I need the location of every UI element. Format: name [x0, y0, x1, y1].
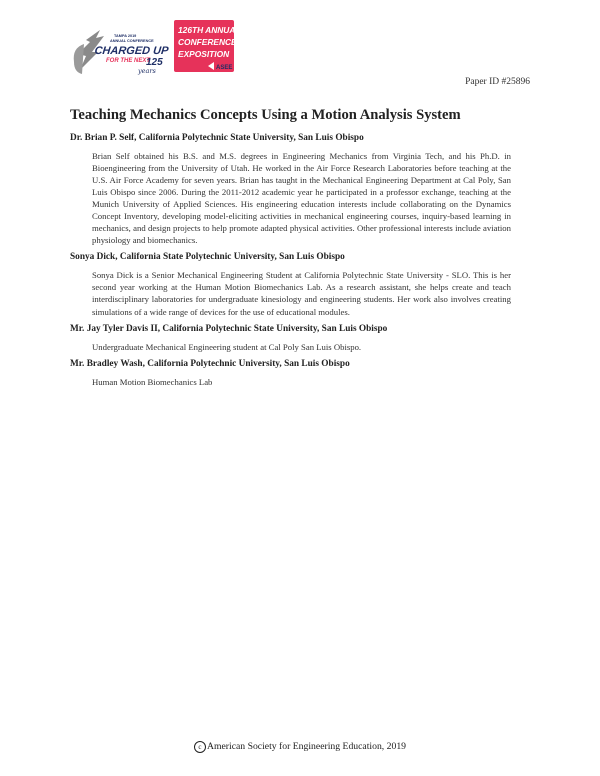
author-bio: Human Motion Biomechanics Lab — [92, 376, 213, 387]
author-bio: Brian Self obtained his B.S. and M.S. degrees in Engineering Mechanics from Virginia Tech, and his Ph.D. in Bioengineering from the University of Utah. He worked in the Air Force Research Laboratories before teaching at the U.S. Air Force Academy for seven years. Brian has taught in the Mechanical Engineering Department at Cal Poly, San Luis Obispo since 2006. During the 2011-2012 academic year he participated in a professor exchange, teaching at the Munich University of Applied Sciences. His engineering education interests include collaborating on the Dynamics Concept Inventory, developing model-eliciting activities in mechanical engineering courses, inquiry-based learning in mechanics, and design projects to help promote adapted physical activities. Other professional interests include aviation physiology and biomechanics. — [92, 151, 511, 246]
author-name: Mr. Bradley Wash, California Polytechnic University, San Luis Obispo — [70, 358, 350, 369]
logo-box-line1: 126TH ANNUAL — [178, 25, 241, 35]
author-name: Sonya Dick, California State Polytechnic University, San Luis Obispo — [70, 252, 345, 263]
author-name: Dr. Brian P. Self, California Polytechnic State University, San Luis Obispo — [70, 133, 364, 143]
author-name: Mr. Jay Tyler Davis II, California Polytechnic State University, San Luis Obispo — [70, 323, 388, 334]
logo-small-line1: TAMPA 2019 — [114, 34, 137, 38]
copyright-footer — [0, 741, 600, 753]
copyright-text: American Society for Engineering Education, 2019 — [206, 741, 407, 752]
authors-section — [70, 133, 530, 394]
author-block — [70, 324, 530, 353]
logo-years-word: years — [138, 67, 156, 75]
logo-charged-line2: FOR THE NEXT — [106, 58, 151, 64]
copyright-icon: c — [194, 741, 206, 753]
logo-box-line3: EXPOSITION — [178, 49, 230, 59]
paper-id: Paper ID #25896 — [465, 77, 530, 87]
logo-box-line2: CONFERENCE & — [178, 37, 246, 47]
page-title: Teaching Mechanics Concepts Using a Motion Analysis System — [70, 107, 461, 123]
author-block — [70, 252, 530, 317]
author-block — [70, 133, 530, 246]
splash-shape — [74, 44, 84, 74]
author-bio: Undergraduate Mechanical Engineering student at Cal Poly San Luis Obispo. — [92, 341, 362, 352]
logo-small-line2: ANNUAL CONFERENCE — [110, 39, 154, 43]
logo-years-number: 125 — [146, 57, 163, 68]
logo-charged-line1: CHARGED UP — [93, 45, 170, 57]
logo-asee: ASEE — [216, 65, 233, 71]
conference-logo — [70, 18, 290, 88]
author-bio: Sonya Dick is a Senior Mechanical Engineering Student at California Polytechnic State University - SLO. This is her second year working at the Human Motion Biomechanics Lab. As a research assistant, she helps create and teach interdisciplinary laboratories for undergraduate kinesiology and engineering students. Her work also involves creating simulations of a wide range of devices for the use of educational modules. — [92, 270, 511, 317]
author-block — [70, 359, 530, 388]
